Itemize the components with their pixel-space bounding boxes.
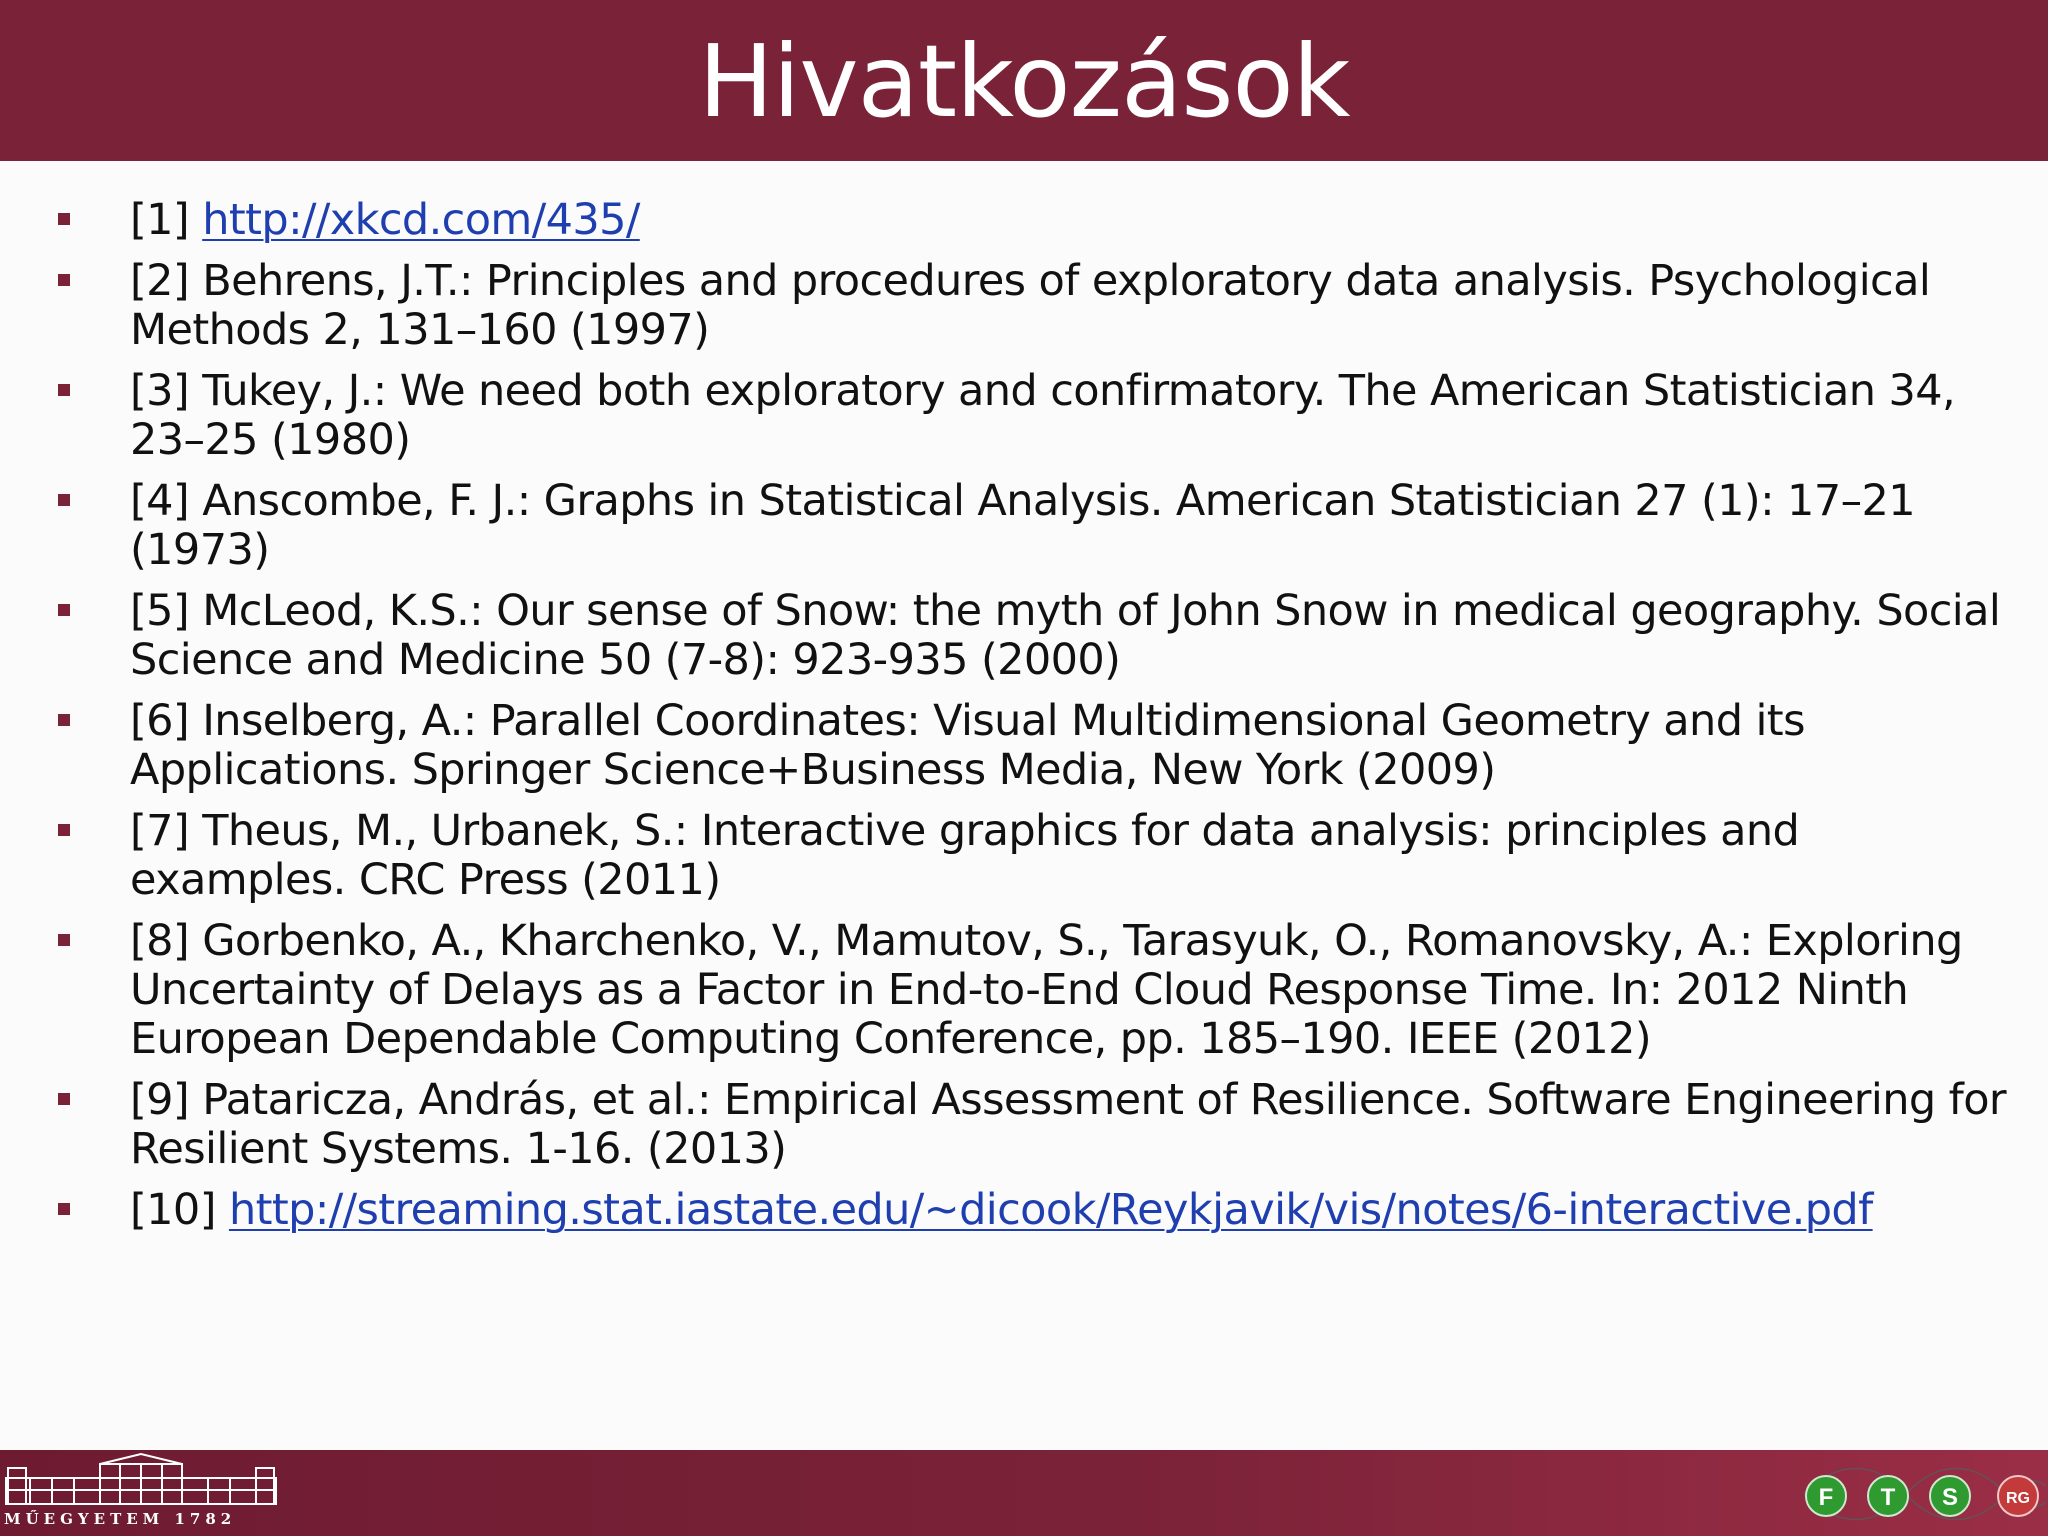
reference-text: Theus, M., Urbanek, S.: Interactive graphics for data analysis: principles and examples. CRC Press (2011) (130, 806, 1800, 905)
slide-title: Hivatkozások (698, 22, 1350, 140)
reference-item-10 (56, 1186, 2016, 1235)
bullet-icon (58, 824, 70, 836)
reference-text: Gorbenko, A., Kharchenko, V., Mamutov, S., Tarasyuk, O., Romanovsky, A.: Exploring Uncertainty of Delays as a Factor in End-to-End Cloud Response Time. In: 2012 Ninth European Dependable Computing Conference, pp. 185–190. IEEE (2012) (130, 916, 1963, 1064)
reference-text: Tukey, J.: We need both exploratory and confirmatory. The American Statistician 34, 23–25 (1980) (130, 366, 1956, 465)
bullet-icon (58, 934, 70, 946)
bullet-icon (58, 1203, 70, 1215)
reference-item-9 (56, 1076, 2016, 1174)
logo-letter-t: T (1880, 1484, 1896, 1511)
reference-id: [7] (130, 806, 190, 856)
bullet-icon (58, 1093, 70, 1105)
reference-id: [2] (130, 256, 190, 306)
footer-bar (0, 1450, 2048, 1536)
reference-id: [10] (130, 1185, 216, 1235)
university-logo-text: MŰEGYETEM 1782 (4, 1510, 237, 1528)
title-bar (0, 0, 2048, 161)
reference-item-4 (56, 477, 2016, 575)
reference-text: Behrens, J.T.: Principles and procedures of exploratory data analysis. Psychological Methods 2, 131–160 (1997) (130, 256, 1931, 355)
ftsrg-letter-circles (1806, 1476, 2038, 1516)
reference-list (56, 196, 2016, 1247)
reference-id: [5] (130, 586, 190, 636)
reference-id: [3] (130, 366, 190, 416)
bullet-icon (58, 274, 70, 286)
reference-text: Anscombe, F. J.: Graphs in Statistical Analysis. American Statistician 27 (1): 17–21 (1973) (130, 476, 1915, 575)
bullet-icon (58, 604, 70, 616)
reference-item-5 (56, 587, 2016, 685)
logo-letter-rg: RG (2006, 1490, 2030, 1507)
logo-letter-s: S (1941, 1484, 1959, 1511)
reference-item-8 (56, 917, 2016, 1064)
reference-id: [8] (130, 916, 190, 966)
reference-text: McLeod, K.S.: Our sense of Snow: the myth of John Snow in medical geography. Social Science and Medicine 50 (7-8): 923-935 (2000) (130, 586, 2001, 685)
reference-item-3 (56, 367, 2016, 465)
reference-item-2 (56, 257, 2016, 355)
reference-item-1 (56, 196, 2016, 245)
reference-text: Pataricza, András, et al.: Empirical Assessment of Resilience. Software Engineering for Resilient Systems. 1-16. (2013) (130, 1075, 2006, 1174)
bullet-icon (58, 213, 70, 225)
bullet-icon (58, 384, 70, 396)
reference-id: [1] (130, 195, 190, 245)
reference-id: [4] (130, 476, 190, 526)
reference-id: [6] (130, 696, 190, 746)
reference-id: [9] (130, 1075, 190, 1125)
reference-item-7 (56, 807, 2016, 905)
ftsrg-logo (1796, 1450, 2048, 1536)
reference-text: Inselberg, A.: Parallel Coordinates: Visual Multidimensional Geometry and its Applications. Springer Science+Business Media, New York (2009) (130, 696, 1805, 795)
reference-link[interactable]: http://streaming.stat.iastate.edu/~dicook/Reykjavik/vis/notes/6-interactive.pdf (228, 1185, 1873, 1235)
bullet-icon (58, 494, 70, 506)
reference-item-6 (56, 697, 2016, 795)
reference-link[interactable]: http://xkcd.com/435/ (202, 195, 640, 245)
logo-letter-f: F (1818, 1484, 1834, 1511)
bullet-icon (58, 714, 70, 726)
